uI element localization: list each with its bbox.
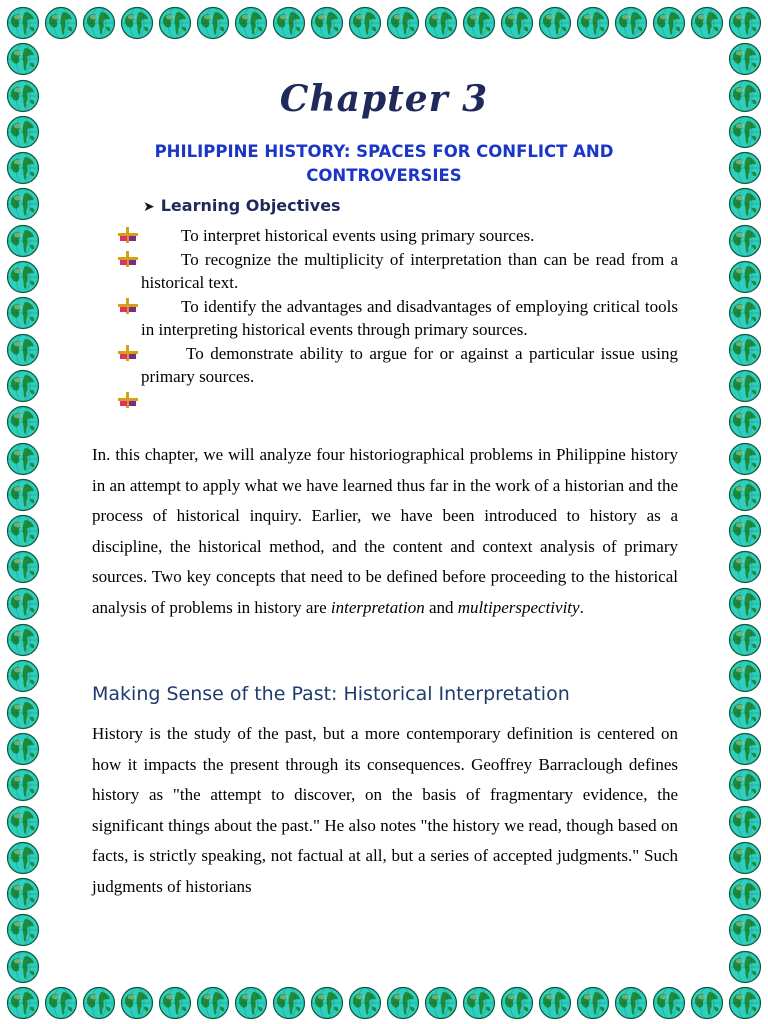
cross-bullet-icon bbox=[118, 226, 138, 242]
arrow-bullet-icon: ➤ bbox=[143, 199, 155, 215]
objective-item bbox=[118, 295, 678, 341]
objective-item bbox=[118, 342, 678, 388]
learning-objectives-heading bbox=[143, 196, 341, 215]
intro-text: In. this chapter, we will analyze four historiographical problems in Philippine history in an attempt to apply what we have learned thus far in the work of a historian and the process of historical inquiry. Earlier, we have been introduced to history as a discipline, the historical method, and the content and context analysis of primary sources. Two key concepts that need to be defined before proceeding to the historical analysis of problems in history are bbox=[92, 445, 678, 617]
objective-item bbox=[118, 389, 678, 411]
intro-connector: and bbox=[424, 597, 458, 617]
cross-bullet-icon bbox=[118, 250, 138, 266]
intro-end: . bbox=[579, 597, 584, 617]
cross-bullet-icon bbox=[118, 297, 138, 313]
term-interpretation: interpretation bbox=[330, 597, 425, 617]
intro-paragraph bbox=[92, 440, 678, 624]
learning-objectives-label: Learning Objectives bbox=[160, 196, 341, 215]
section-paragraph: History is the study of the past, but a more contemporary definition is centered on how it impacts the present through its consequences. Geoffrey Barraclough defines history as "the attempt to discover, on the basis of fragmentary evidence, the significant things about the past." He also notes "the history we read, though based on facts, is strictly speaking, not factual at all, but a series of accepted judgments." Such judgments of historians bbox=[92, 724, 678, 896]
objective-text: To demonstrate ability to argue for or against a particular issue using primary sources. bbox=[141, 344, 678, 386]
objective-text: To identify the advantages and disadvantages of employing critical tools in interpreting historical events through primary sources. bbox=[141, 297, 678, 339]
objective-text: To interpret historical events using primary sources. bbox=[181, 226, 535, 245]
objectives-list bbox=[118, 224, 678, 412]
chapter-label: Chapter 3 bbox=[279, 78, 489, 120]
objective-item bbox=[118, 248, 678, 294]
objective-text: To recognize the multiplicity of interpretation than can be read from a historical text. bbox=[141, 250, 678, 292]
objective-item bbox=[118, 224, 678, 247]
section-heading: Making Sense of the Past: Historical Interpretation bbox=[92, 683, 570, 705]
chapter-title: PHILIPPINE HISTORY: SPACES FOR CONFLICT AND CONTROVERSIES bbox=[154, 142, 614, 185]
cross-bullet-icon bbox=[118, 344, 138, 360]
cross-bullet-icon bbox=[118, 391, 138, 407]
term-multiperspectivity: multiperspectivity bbox=[457, 597, 580, 617]
